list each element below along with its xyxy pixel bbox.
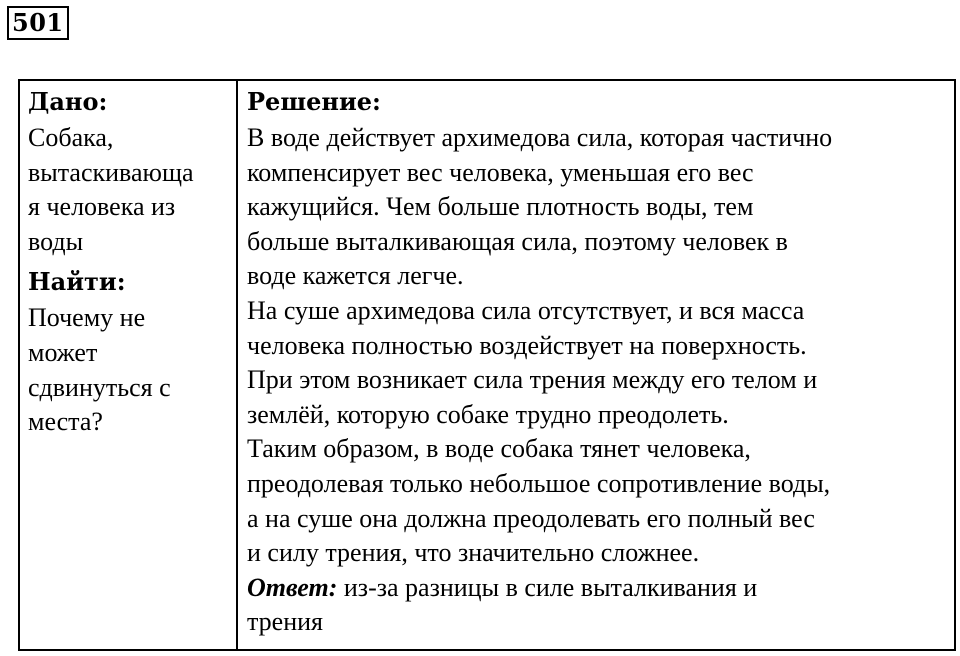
solution-heading: Решение: <box>247 87 381 116</box>
solution-column <box>238 81 954 649</box>
answer-line <box>247 571 948 640</box>
solution-table <box>18 79 956 651</box>
problem-number: 501 <box>7 6 69 40</box>
given-text: Собака, вытаскивающа я человека из воды <box>28 123 194 256</box>
find-text: Почему не может сдвинуться с места? <box>28 303 171 437</box>
answer-label: Ответ: <box>247 572 338 602</box>
given-column <box>20 81 238 649</box>
find-heading: Найти: <box>28 267 126 297</box>
answer-text: из-за разницы в силе выталкивания и трения <box>247 572 758 637</box>
solution-text: В воде действует архимедова сила, которая частично компенсирует вес человека, уменьшая его вес кажущийся. Чем больше плотность воды, тем больше выталкивающая сила, поэтому человек в воде кажется легче. На суше архимедова сила отсутствует, и вся масса человека полностью воздействует на поверхность. При этом возникает сила трения между его телом и землёй, которую собаке трудно преодолеть. Таким образом, в воде собака тянет человека, преодолевая только небольшое сопротивление воды, а на суше она должна преодолевать его полный вес и силу трения, что значительно сложнее. <box>247 123 833 568</box>
given-heading: Дано: <box>28 87 108 116</box>
